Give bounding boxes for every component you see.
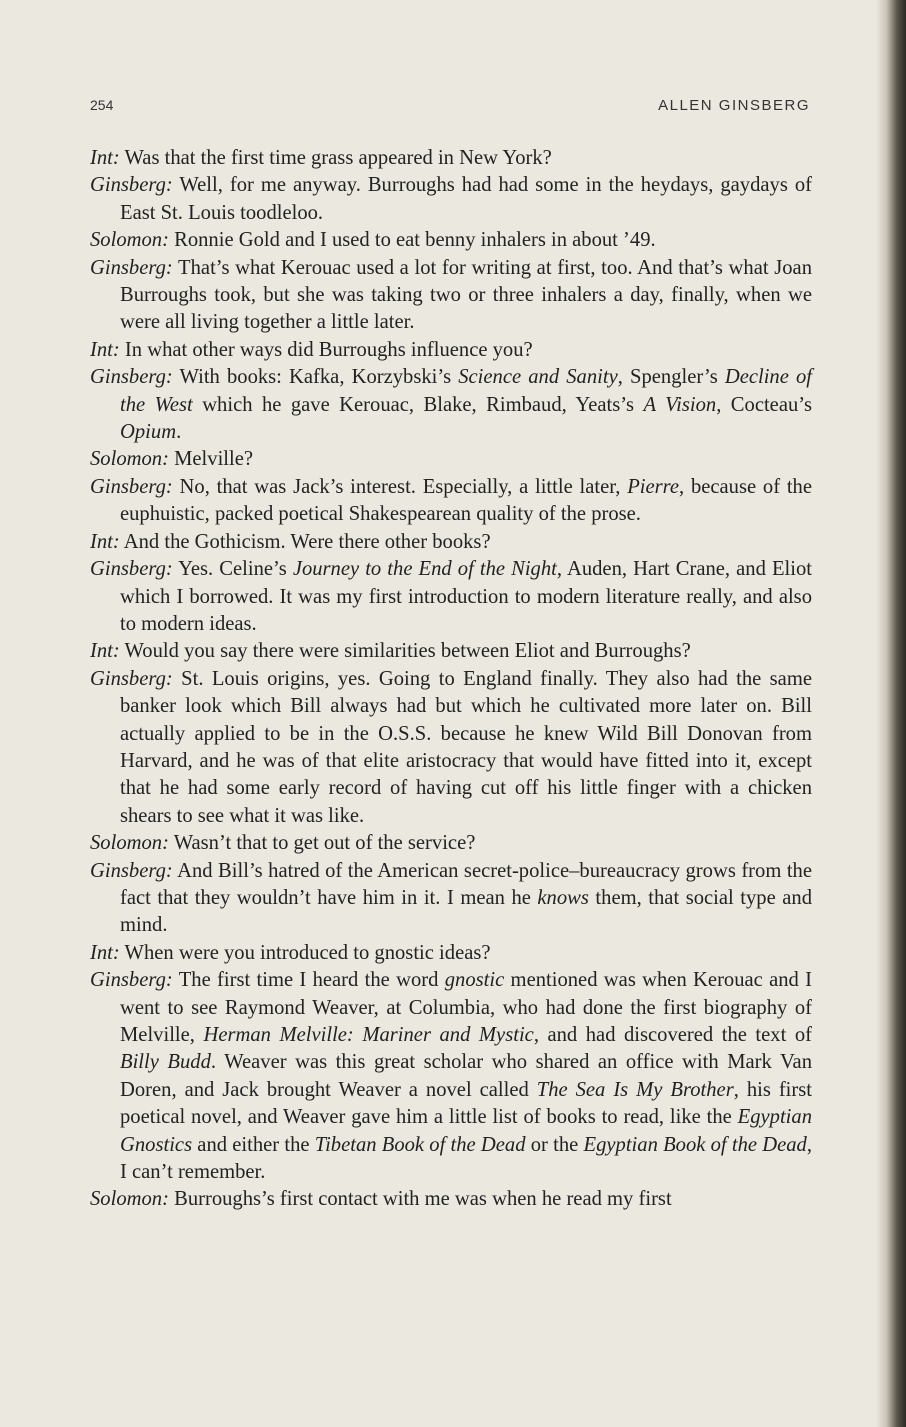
dialogue-text: , I can’t remember. [120,1133,813,1184]
speaker-label: Solomon: [90,1188,169,1211]
book-spine-shadow [876,0,906,1427]
dialogue-text: The first time I heard the word [178,969,445,992]
dialogue-text: And the Gothicism. Were there other books? [123,530,491,553]
dialogue-text: , Spengler’s [617,366,725,389]
dialogue-entry [90,364,812,446]
speaker-label: Int: [90,640,120,663]
dialogue-text: With books: Kafka, Korzybski’s [179,366,459,389]
dialogue-text: Ronnie Gold and I used to eat benny inhalers in about ’49. [174,229,656,252]
dialogue-entry [90,145,812,172]
dialogue-entry [90,666,812,830]
speaker-label: Int: [90,941,120,964]
dialogue-text: , Cocteau’s [716,393,812,416]
italic-title-text: Pierre [627,475,680,498]
dialogue-text: Burroughs’s first contact with me was when he read my first [174,1188,672,1211]
dialogue-text: That’s what Kerouac used a lot for writing at first, too. And that’s what Joan Burroughs took, but she was taking two or three inhalers a day, finally, when we were all living together a little later. [120,256,812,334]
running-title: ALLEN GINSBERG [658,97,810,114]
dialogue-entry [90,227,812,254]
speaker-label: Int: [90,338,120,361]
italic-title-text: Opium [120,421,177,444]
dialogue-text: mentioned was when Kerouac and I went to see Raymond Weaver, at Columbia, who had done the first biography of Melville, [120,969,813,1046]
interview-text [90,145,812,1214]
italic-title-text: Science and Sanity [458,366,618,389]
speaker-label: Ginsberg: [90,256,173,279]
italic-title-text: gnostic [444,969,505,992]
page-number: 254 [90,97,114,113]
dialogue-text: . [176,421,182,444]
italic-title-text: A Vision [643,393,717,416]
dialogue-entry [90,474,812,529]
italic-title-text: Egyptian Book of the Dead [583,1133,807,1156]
speaker-label: Int: [90,530,120,553]
dialogue-entry [90,337,812,364]
dialogue-text: them, that social type and mind. [120,886,812,937]
dialogue-text: , Auden, Hart Crane, and Eliot which I borrowed. It was my first introduction to modern literature really, and also to modern ideas. [120,558,812,635]
italic-title-text: Decline of the West [120,366,812,416]
dialogue-text: , and had discovered the text of [533,1024,812,1046]
dialogue-entry [90,255,812,337]
dialogue-text: Well, for me anyway. Burroughs had had some in the heydays, gaydays of East St. Louis toodleloo. [120,174,812,224]
dialogue-entry [90,638,812,665]
italic-title-text: knows [537,886,589,909]
dialogue-text: and either the [192,1133,315,1156]
italic-title-text: Herman Melville: Mariner and Mystic [203,1024,534,1046]
dialogue-entry [90,858,812,940]
dialogue-entry [90,967,812,1186]
dialogue-text: No, that was Jack’s interest. Especially, a little later, [179,475,628,498]
italic-title-text: Billy Budd [120,1051,211,1074]
dialogue-text: Wasn’t that to get out of the service? [173,832,476,855]
dialogue-entry [90,1186,812,1213]
dialogue-text: In what other ways did Burroughs influence you? [124,338,533,361]
dialogue-text: , his first poetical novel, and Weaver gave him a little list of books to read, like the [120,1078,812,1129]
dialogue-text: Melville? [174,448,254,471]
speaker-label: Solomon: [90,832,169,855]
dialogue-text: , because of the euphuistic, packed poetical Shakespearean quality of the prose. [120,475,812,526]
speaker-label: Ginsberg: [90,859,173,882]
speaker-label: Int: [90,147,120,169]
dialogue-text: Would you say there were similarities between Eliot and Burroughs? [124,640,691,663]
speaker-label: Ginsberg: [90,174,173,197]
dialogue-text: St. Louis origins, yes. Going to England finally. They also had the same banker look which Bill always had but which he cultivated more later on. Bill actually applied to be in the O.S.S. because he knew Wild Bill Donovan from Harvard, and he was of that elite aristocracy that would have fitted into it, except that he had some early record of having cut off his little finger with a chicken shears to see what it was like. [120,667,812,827]
dialogue-text: Yes. Celine’s [178,558,293,581]
dialogue-entry [90,940,812,967]
speaker-label: Ginsberg: [90,558,173,581]
speaker-label: Solomon: [90,448,169,471]
speaker-label: Ginsberg: [90,366,173,389]
italic-title-text: The Sea Is My Brother [536,1078,734,1101]
dialogue-entry [90,830,812,857]
speaker-label: Ginsberg: [90,667,173,690]
dialogue-entry [90,446,812,473]
dialogue-text: Was that the first time grass appeared in New York? [124,147,552,169]
dialogue-text: which he gave Kerouac, Blake, Rimbaud, Yeats’s [192,393,644,416]
dialogue-entry [90,556,812,638]
dialogue-text: or the [525,1133,584,1156]
italic-title-text: Tibetan Book of the Dead [314,1133,526,1156]
speaker-label: Ginsberg: [90,475,173,498]
dialogue-text: And Bill’s hatred of the American secret-police–bureaucracy grows from the fact that they wouldn’t have him in it. I mean he [120,859,812,909]
dialogue-text: When were you introduced to gnostic ideas? [124,941,491,964]
italic-title-text: Journey to the End of the Night [292,558,557,581]
speaker-label: Solomon: [90,229,169,252]
dialogue-entry [90,172,812,227]
speaker-label: Ginsberg: [90,969,173,992]
dialogue-entry [90,529,812,556]
dialogue-text: . Weaver was this great scholar who shared an office with Mark Van Doren, and Jack brought Weaver a novel called [120,1051,812,1101]
italic-title-text: Egyptian Gnostics [120,1106,812,1156]
